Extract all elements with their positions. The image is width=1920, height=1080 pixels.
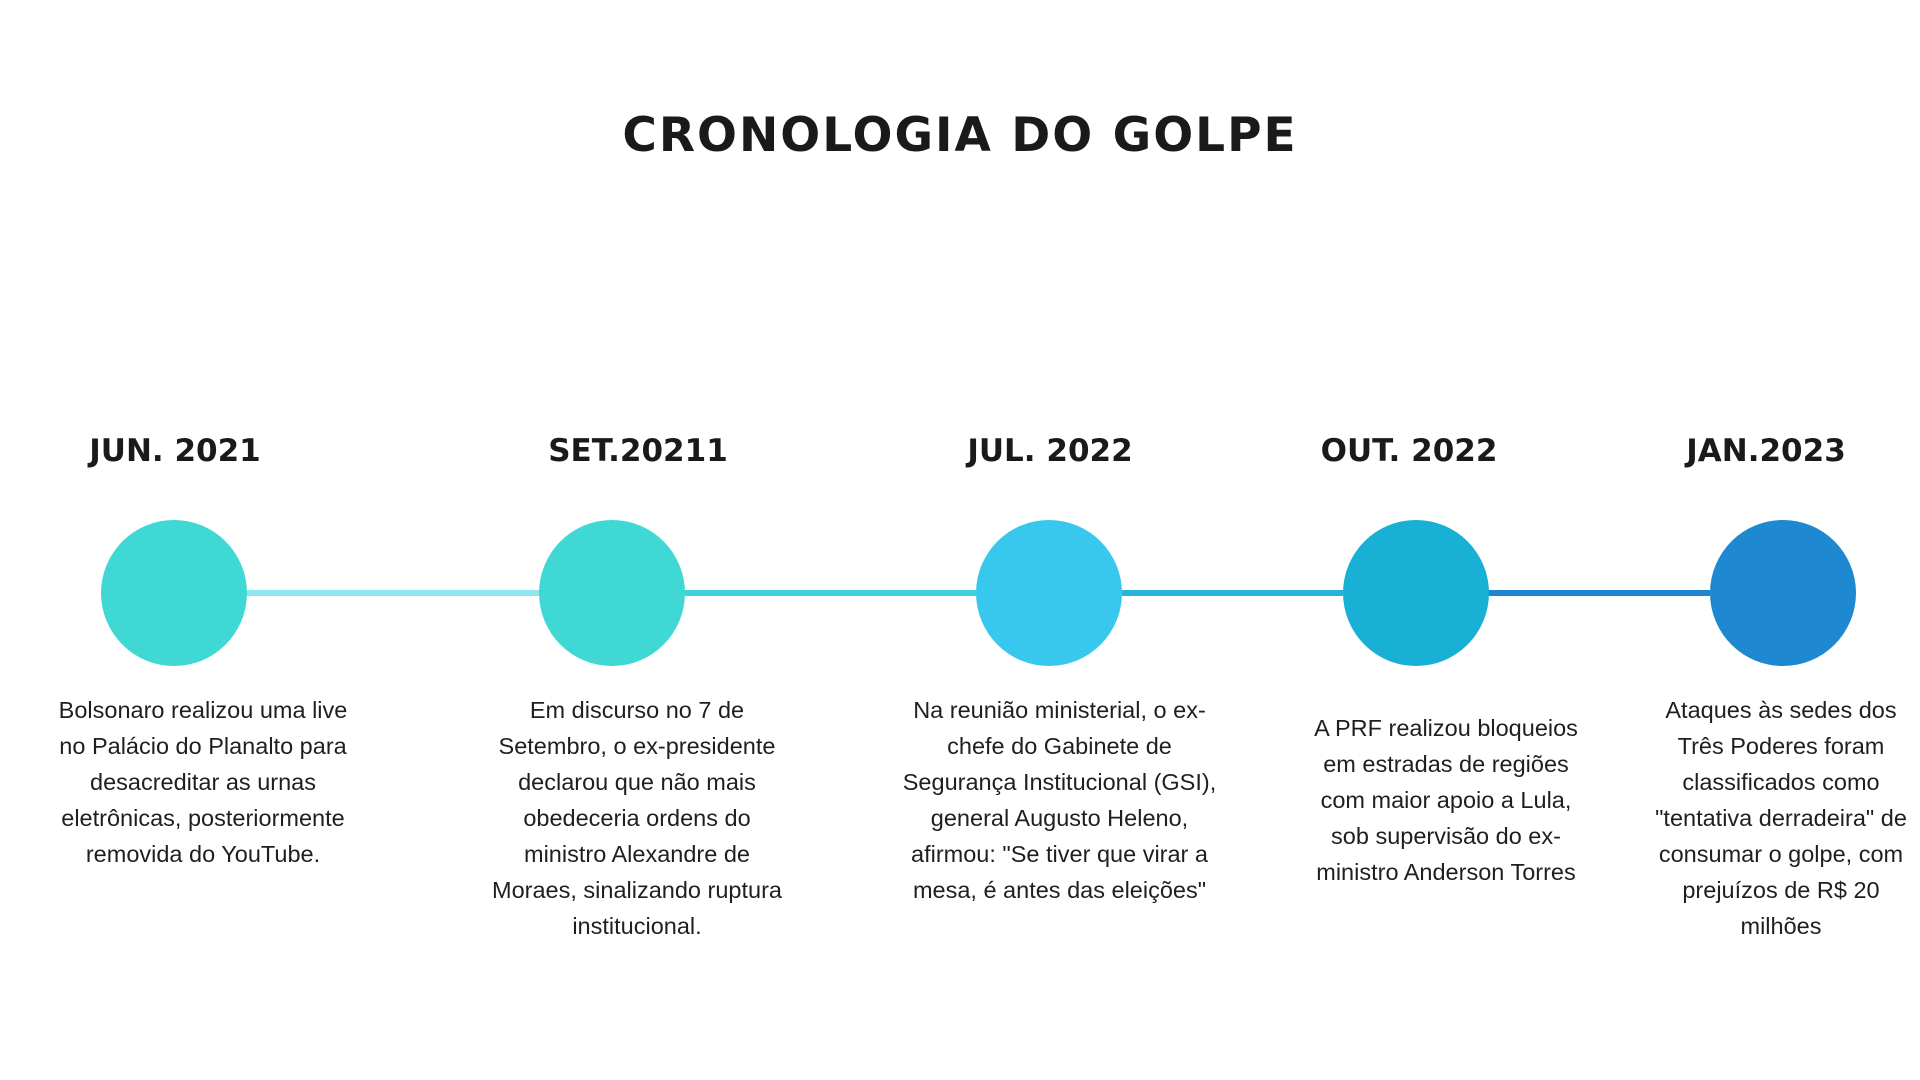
- event-date-3: JUL. 2022: [967, 433, 1133, 469]
- timeline-connector-2: [683, 590, 976, 596]
- event-description-2: Em discurso no 7 de Setembro, o ex-presidente declarou que não mais obedeceria ordens do ministro Alexandre de Moraes, sinalizando ruptura institucional.: [492, 697, 782, 939]
- event-description-4: A PRF realizou bloqueios em estradas de regiões com maior apoio a Lula, sob supervisão do ex-ministro Anderson Torres: [1314, 715, 1578, 885]
- event-description-5: Ataques às sedes dos Três Poderes foram classificados como "tentativa derradeira" de consumar o golpe, com prejuízos de R$ 20 milhões: [1655, 697, 1907, 939]
- event-date-2: SET.20211: [548, 433, 728, 469]
- event-marker-2: [539, 520, 685, 666]
- timeline-connector-3: [1121, 590, 1343, 596]
- event-date-1: JUN. 2021: [89, 433, 261, 469]
- event-description-1: Bolsonaro realizou uma live no Palácio do Planalto para desacreditar as urnas eletrônicas, posteriormente removida do YouTube.: [58, 697, 348, 867]
- timeline-connector-1: [245, 590, 543, 596]
- event-description-3: Na reunião ministerial, o ex-chefe do Gabinete de Segurança Institucional (GSI), general Augusto Heleno, afirmou: "Se tiver que virar a mesa, é antes das eleições": [902, 697, 1217, 903]
- event-marker-4: [1343, 520, 1489, 666]
- timeline-connector-4: [1488, 590, 1710, 596]
- event-date-4: OUT. 2022: [1320, 433, 1498, 469]
- page-title: CRONOLOGIA DO GOLPE: [622, 108, 1298, 163]
- event-date-5: JAN.2023: [1686, 433, 1846, 469]
- event-marker-3: [976, 520, 1122, 666]
- event-marker-1: [101, 520, 247, 666]
- event-marker-5: [1710, 520, 1856, 666]
